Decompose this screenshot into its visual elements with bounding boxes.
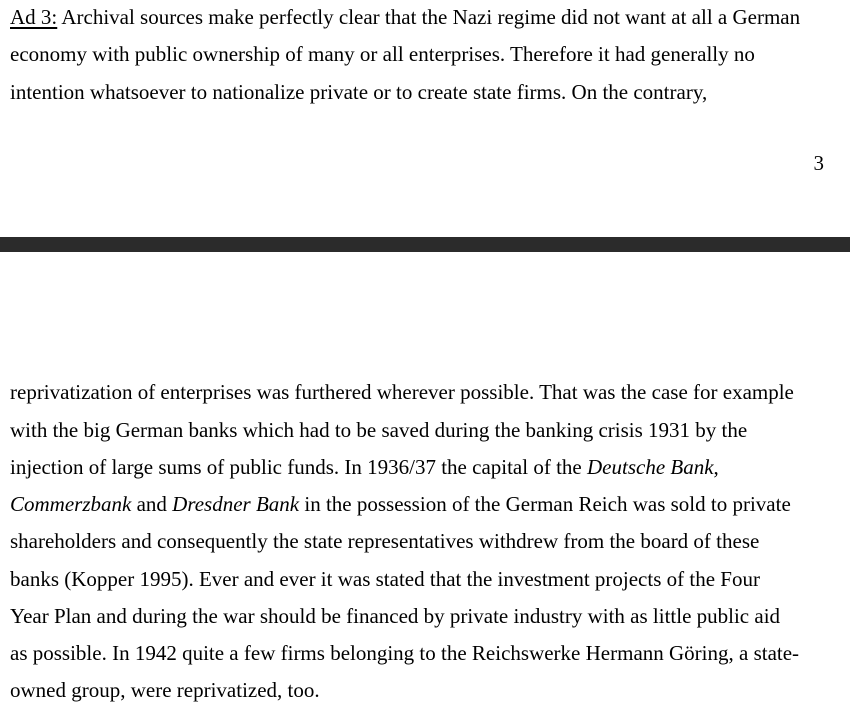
text-line: with the big German banks which had to be saved during the banking crisis 1931 by the [10,418,748,442]
text-line: banks (Kopper 1995). Ever and ever it was stated that the investment projects of the Four [10,567,760,591]
page-top [0,0,850,237]
text-line [10,454,719,480]
text-line: Year Plan and during the war should be financed by private industry with as little public aid [10,604,781,628]
text-span: in the possession of the German Reich was sold to private [299,492,791,516]
bank-name: Dresdner Bank [172,492,300,516]
text-span: and [131,492,173,516]
page-bottom [0,252,850,703]
text-line: owned group, were reprivatized, too. [10,678,320,702]
section-label: Ad 3: [10,5,58,29]
text-line: as possible. In 1942 quite a few firms belonging to the Reichswerke Hermann Göring, a state- [10,641,800,665]
text-line: shareholders and consequently the state representatives withdrew from the board of these [10,529,760,553]
text-line: economy with public ownership of many or all enterprises. Therefore it had generally no [10,42,755,66]
bank-name: Deutsche Bank [587,455,714,479]
text-span: , [713,455,719,479]
text-span: injection of large sums of public funds. In 1936/37 the capital of the [10,455,587,479]
text-span: Archival sources make perfectly clear that the Nazi regime did not want at all a German [57,5,801,29]
text-line: intention whatsoever to nationalize private or to create state firms. On the contrary, [10,80,708,104]
text-line [10,4,800,30]
page-break-divider [0,237,850,252]
bank-name: Commerzbank [10,492,132,516]
text-line [10,491,791,517]
page-number: 3 [813,151,824,175]
text-line: reprivatization of enterprises was furthered wherever possible. That was the case for example [10,380,794,404]
